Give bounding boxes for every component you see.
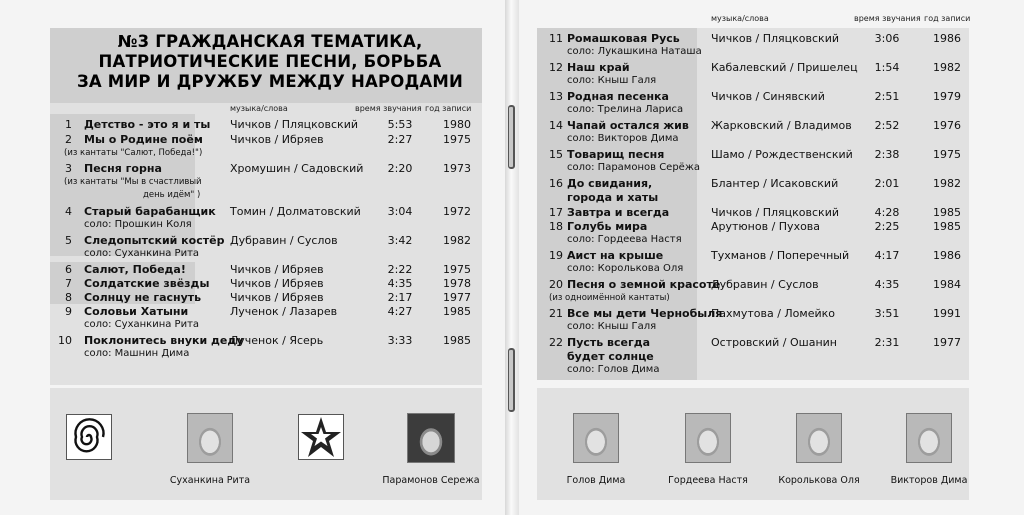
- track-number: 22: [549, 336, 563, 349]
- track-row: [0, 334, 500, 348]
- track-title: Все мы дети Чернобыля: [567, 307, 723, 320]
- portrait-icon: [907, 414, 951, 462]
- track-authors: Лученок / Лазарев: [230, 305, 338, 318]
- track-authors: Хромушин / Садовский: [230, 162, 364, 175]
- track-year: 1975: [443, 133, 471, 146]
- track-number: 18: [549, 220, 563, 233]
- track-duration: 2:17: [387, 291, 413, 304]
- photo-paramonov: [407, 413, 455, 463]
- track-duration: 2:01: [874, 177, 900, 190]
- track-duration: 1:54: [874, 61, 900, 74]
- column-header-year: год записи: [425, 104, 472, 113]
- track-number: 15: [549, 148, 563, 161]
- center-fold: [505, 0, 519, 515]
- track-note: соло: Прошкин Коля: [84, 219, 192, 230]
- track-authors: Чичков / Ибряев: [230, 277, 324, 290]
- track-note: соло: Викторов Дима: [567, 133, 679, 144]
- track-title: Соловьи Хатыни: [84, 305, 189, 318]
- track-title: Старый барабанщик: [84, 205, 216, 218]
- track-note: (из кантаты "Мы в счастливый: [64, 177, 202, 187]
- track-title: Родная песенка: [567, 90, 669, 103]
- track-number: 17: [549, 206, 563, 219]
- track-year: 1984: [933, 278, 961, 291]
- track-year: 1985: [933, 220, 961, 233]
- track-note: (из кантаты "Салют, Победа!"): [64, 148, 203, 158]
- track-title: Ромашковая Русь: [567, 32, 680, 45]
- track-number: 9: [65, 305, 72, 318]
- track-duration: 2:31: [874, 336, 900, 349]
- track-number: 14: [549, 119, 563, 132]
- photo-gordeeva: [685, 413, 731, 463]
- track-authors: Жарковский / Владимов: [711, 119, 852, 132]
- track-note-cont: день идём" ): [143, 190, 201, 200]
- track-authors: Островский / Ошанин: [711, 336, 837, 349]
- track-duration: 3:51: [874, 307, 900, 320]
- track-authors: Томин / Долматовский: [230, 205, 361, 218]
- column-header-authors-right: музыка/слова: [711, 14, 769, 23]
- track-duration: 2:22: [387, 263, 413, 276]
- track-duration: 2:38: [874, 148, 900, 161]
- track-year: 1991: [933, 307, 961, 320]
- track-authors: Шамо / Рождественский: [711, 148, 853, 161]
- track-duration: 2:51: [874, 90, 900, 103]
- photo-label-paramonov: Парамонов Сережа: [382, 475, 480, 486]
- track-title: Наш край: [567, 61, 630, 74]
- track-title: Салют, Победа!: [84, 263, 186, 276]
- track-authors: Чичков / Синявский: [711, 90, 825, 103]
- staple-top-icon: [508, 105, 515, 169]
- track-authors: Дубравин / Суслов: [230, 234, 338, 247]
- track-year: 1986: [933, 249, 961, 262]
- track-duration: 4:27: [387, 305, 413, 318]
- track-authors: Арутюнов / Пухова: [711, 220, 821, 233]
- track-row: [0, 234, 500, 248]
- track-authors: Чичков / Пляцковский: [230, 118, 358, 131]
- track-row: [519, 249, 1019, 263]
- track-note: соло: Трелина Лариса: [567, 104, 684, 115]
- track-authors: Дубравин / Суслов: [711, 278, 819, 291]
- track-authors: Чичков / Ибряев: [230, 133, 324, 146]
- track-year: 1982: [933, 61, 961, 74]
- track-year: 1985: [443, 334, 471, 347]
- track-number: 6: [65, 263, 72, 276]
- track-title-cont: города и хаты: [567, 191, 659, 204]
- column-header-authors: музыка/слова: [230, 104, 288, 113]
- track-year: 1972: [443, 205, 471, 218]
- track-title: Детство - это я и ты: [84, 118, 211, 131]
- staple-bottom-icon: [508, 348, 515, 412]
- track-authors: Чичков / Пляцковский: [711, 206, 839, 219]
- column-header-duration: время звучания: [355, 104, 422, 113]
- track-number: 21: [549, 307, 563, 320]
- track-year: 1979: [933, 90, 961, 103]
- track-row: [0, 133, 500, 147]
- photo-label-korolkova: Королькова Оля: [778, 475, 860, 486]
- track-duration: 3:04: [387, 205, 413, 218]
- photo-label-viktorov: Викторов Дима: [890, 475, 968, 486]
- track-authors: Чичков / Ибряев: [230, 291, 324, 304]
- track-duration: 2:25: [874, 220, 900, 233]
- track-year: 1977: [933, 336, 961, 349]
- track-year: 1975: [443, 263, 471, 276]
- track-row: [0, 162, 500, 176]
- track-year: 1985: [933, 206, 961, 219]
- album-title: [60, 32, 480, 92]
- track-year: 1978: [443, 277, 471, 290]
- track-duration: 2:52: [874, 119, 900, 132]
- track-number: 3: [65, 162, 72, 175]
- track-row: [519, 61, 1019, 75]
- track-year: 1986: [933, 32, 961, 45]
- track-row: [519, 307, 1019, 321]
- track-authors: Блантер / Исаковский: [711, 177, 839, 190]
- track-authors: Чичков / Пляцковский: [711, 32, 839, 45]
- track-title: Аист на крыше: [567, 249, 664, 262]
- album-title-line-3: ЗА МИР И ДРУЖБУ МЕЖДУ НАРОДАМИ: [76, 72, 464, 91]
- track-row: [0, 291, 500, 305]
- track-row: [519, 336, 1019, 350]
- track-note: соло: Кныш Галя: [567, 321, 657, 332]
- track-title: Поклонитесь внуки деду: [84, 334, 244, 347]
- track-number: 11: [549, 32, 563, 45]
- right-page: [519, 0, 1024, 515]
- track-row: [519, 148, 1019, 162]
- track-row: [0, 118, 500, 132]
- track-year: 1976: [933, 119, 961, 132]
- track-number: 19: [549, 249, 563, 262]
- track-number: 4: [65, 205, 72, 218]
- track-note: соло: Гордеева Настя: [567, 234, 682, 245]
- track-number: 5: [65, 234, 72, 247]
- column-header-year-right: год записи: [924, 14, 971, 23]
- left-page: [0, 0, 505, 515]
- track-year: 1973: [443, 162, 471, 175]
- track-duration: 3:06: [874, 32, 900, 45]
- track-note: соло: Королькова Оля: [567, 263, 684, 274]
- track-duration: 4:35: [874, 278, 900, 291]
- track-duration: 4:28: [874, 206, 900, 219]
- track-number: 7: [65, 277, 72, 290]
- track-row: [0, 263, 500, 277]
- track-row: [519, 206, 1019, 220]
- track-title: Солнцу не гаснуть: [84, 291, 202, 304]
- column-header-duration-right: время звучания: [854, 14, 921, 23]
- track-number: 20: [549, 278, 563, 291]
- track-note: соло: Голов Дима: [567, 364, 660, 375]
- track-row: [519, 119, 1019, 133]
- track-note: соло: Машнин Дима: [84, 348, 190, 359]
- track-title: Товарищ песня: [567, 148, 665, 161]
- track-duration: 2:20: [387, 162, 413, 175]
- album-title-line-2: ПАТРИОТИЧЕСКИЕ ПЕСНИ, БОРЬБА: [98, 52, 442, 71]
- track-duration: 2:27: [387, 133, 413, 146]
- track-note: (из одноимённой кантаты): [549, 293, 670, 303]
- photo-viktorov: [906, 413, 952, 463]
- track-number: 16: [549, 177, 563, 190]
- photo-sukhankina: [187, 413, 233, 463]
- portrait-icon: [574, 414, 618, 462]
- track-title: Песня о земной красоте: [567, 278, 721, 291]
- album-title-line-1: №3 ГРАЖДАНСКАЯ ТЕМАТИКА,: [117, 32, 423, 51]
- portrait-icon: [188, 414, 232, 462]
- track-authors: Пахмутова / Ломейко: [711, 307, 835, 320]
- photo-label-golov: Голов Дима: [566, 475, 626, 486]
- track-number: 8: [65, 291, 72, 304]
- track-year: 1982: [933, 177, 961, 190]
- track-year: 1975: [933, 148, 961, 161]
- track-row: [519, 177, 1019, 191]
- track-title: Мы о Родине поём: [84, 133, 203, 146]
- track-row: [519, 220, 1019, 234]
- track-note: соло: Парамонов Серёжа: [567, 162, 700, 173]
- photo-label-sukhankina: Суханкина Рита: [169, 475, 251, 486]
- track-year: 1982: [443, 234, 471, 247]
- star-pattern-icon: [298, 414, 344, 460]
- track-row: [519, 32, 1019, 46]
- track-note: соло: Кныш Галя: [567, 75, 657, 86]
- track-row: [519, 90, 1019, 104]
- portrait-icon: [408, 414, 454, 462]
- track-row: [519, 278, 1019, 292]
- track-note: соло: Лукашкина Наташа: [567, 46, 702, 57]
- track-title: Пусть всегда: [567, 336, 651, 349]
- track-authors: Кабалевский / Пришелец: [711, 61, 858, 74]
- track-duration: 3:33: [387, 334, 413, 347]
- track-duration: 4:17: [874, 249, 900, 262]
- track-authors: Тухманов / Поперечный: [711, 249, 850, 262]
- track-authors: Лученок / Ясерь: [230, 334, 324, 347]
- track-title: Следопытский костёр: [84, 234, 225, 247]
- track-note: соло: Суханкина Рита: [84, 248, 200, 259]
- track-title-cont: будет солнце: [567, 350, 654, 363]
- track-title: Чапай остался жив: [567, 119, 689, 132]
- track-title: Голубь мира: [567, 220, 648, 233]
- photo-golov: [573, 413, 619, 463]
- portrait-icon: [797, 414, 841, 462]
- track-row: [0, 277, 500, 291]
- track-authors: Чичков / Ибряев: [230, 263, 324, 276]
- portrait-icon: [686, 414, 730, 462]
- track-duration: 3:42: [387, 234, 413, 247]
- track-year: 1980: [443, 118, 471, 131]
- track-row: [0, 305, 500, 319]
- track-title: Песня горна: [84, 162, 162, 175]
- track-year: 1985: [443, 305, 471, 318]
- track-row: [0, 205, 500, 219]
- track-duration: 4:35: [387, 277, 413, 290]
- track-duration: 5:53: [387, 118, 413, 131]
- photo-label-gordeeva: Гордеева Настя: [668, 475, 748, 486]
- track-number: 1: [65, 118, 72, 131]
- track-number: 10: [58, 334, 72, 347]
- track-year: 1977: [443, 291, 471, 304]
- track-number: 12: [549, 61, 563, 74]
- track-number: 13: [549, 90, 563, 103]
- spiral-pattern-icon: [66, 414, 112, 460]
- track-title: Завтра и всегда: [567, 206, 670, 219]
- photo-korolkova: [796, 413, 842, 463]
- track-note: соло: Суханкина Рита: [84, 319, 200, 330]
- track-number: 2: [65, 133, 72, 146]
- track-title: Солдатские звёзды: [84, 277, 210, 290]
- track-title: До свидания,: [567, 177, 653, 190]
